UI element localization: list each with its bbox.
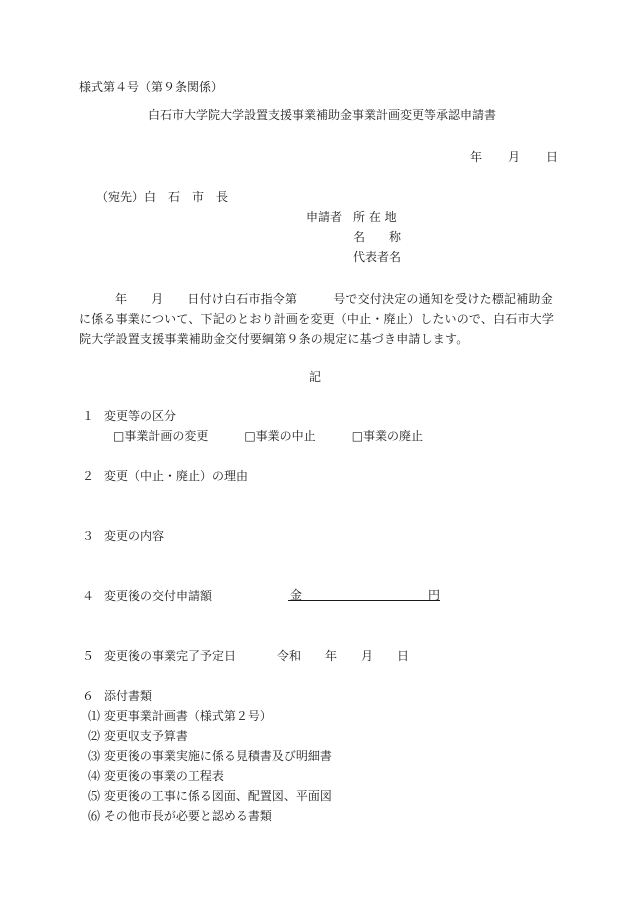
request-paragraph [79,289,555,349]
date-day-label: 日 [546,150,559,164]
section-4 [82,589,212,603]
attachment-item: ⑴ 変更事業計画書（様式第２号） [88,709,272,723]
addressee-prefix: （宛先） [96,190,145,204]
paragraph-mid: 日付け白石市指令第 [187,292,298,306]
section-6 [82,689,152,703]
section-1 [82,409,176,423]
amount-suffix: 円 [428,588,441,602]
section-5-label: 変更後の事業完了予定日 [104,649,237,663]
document-title: 白石市大学院大学設置支援事業補助金事業計画変更等承認申請書 [148,108,497,122]
attachment-item: ⑹ その他市長が必要と認める書類 [88,809,272,823]
attachment-item: ⑷ 変更後の事業の工程表 [88,769,224,783]
section-3 [82,529,164,543]
section-1-number: １ [82,409,95,423]
form-label: 様式第４号（第９条関係） [79,80,224,94]
addressee [96,190,228,204]
addressee-name: 白 石 市 長 [144,190,229,204]
option-project-suspension[interactable]: □事業の中止 [244,429,316,443]
date-year-label: 年 [470,150,483,164]
completion-date [277,649,409,663]
option-plan-change[interactable]: □事業計画の変更 [113,429,209,443]
applicant-name-label: 名 称 [353,230,402,244]
option-project-abolition[interactable]: □事業の廃止 [351,429,424,443]
section-4-number: ４ [82,589,95,603]
section-3-label: 変更の内容 [104,529,165,543]
attachment-item: ⑵ 変更収支予算書 [88,729,188,743]
amount-prefix: 金 [290,588,303,602]
section-6-label: 添付書類 [104,689,153,703]
attachment-item: ⑶ 変更後の事業実施に係る見積書及び明細書 [88,749,332,763]
ki-heading: 記 [309,370,322,384]
paragraph-month: 月 [151,292,164,306]
section-4-label: 変更後の交付申請額 [104,589,213,603]
section-5-number: ５ [82,649,95,663]
applicant-representative-label: 代表者名 [353,250,402,264]
section-5 [82,649,236,663]
section-2-label: 変更（中止・廃止）の理由 [104,469,249,483]
section-6-number: ６ [82,689,95,703]
completion-day-label: 日 [397,649,410,663]
date-line [470,150,558,164]
completion-year-label: 年 [325,649,338,663]
section-2-number: ２ [82,469,95,483]
section-3-number: ３ [82,529,95,543]
section-1-label: 変更等の区分 [104,409,177,423]
paragraph-year: 年 [115,292,128,306]
completion-month-label: 月 [361,649,374,663]
change-options [113,429,423,443]
completion-era: 令和 [277,649,302,663]
amount-underline[interactable] [288,600,440,601]
section-2 [82,469,248,483]
attachment-item: ⑸ 変更後の工事に係る図面、配置図、平面図 [88,789,332,803]
paragraph-tail: 号で交付決定の通知を受けた標記補助金に係る事業について、下記のとおり計画を変更（中止・廃止）したいので、白石市大学院大学設置支援事業補助金交付要綱第９条の規定に基づき申請します。 [79,292,555,346]
applicant-address-label: 所 在 地 [353,210,397,224]
date-month-label: 月 [508,150,521,164]
applicant-label: 申請者 [306,210,343,224]
